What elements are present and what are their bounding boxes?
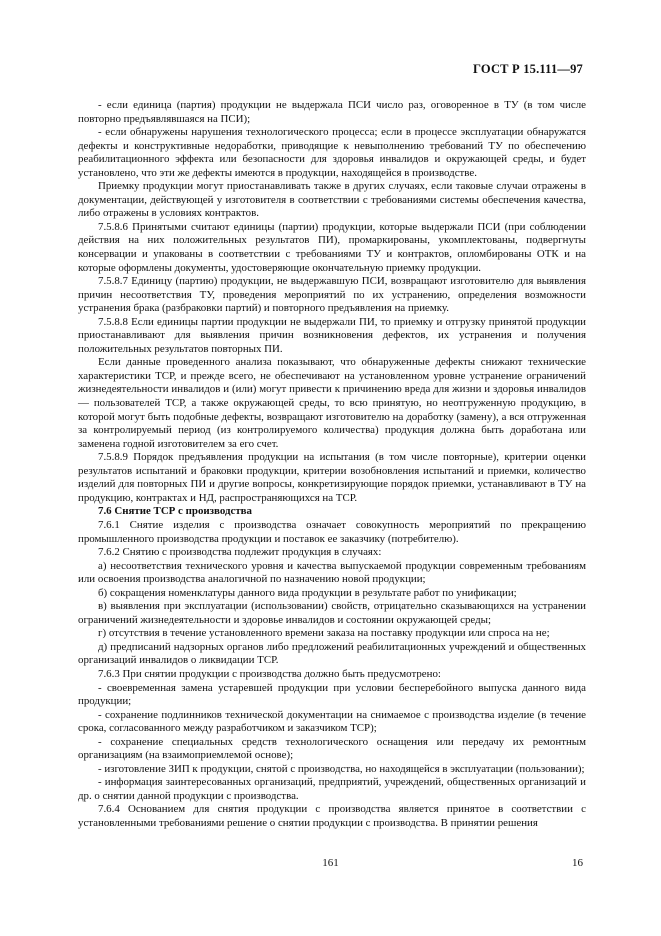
- list-item: д) предписаний надзорных органов либо предложений реабилитационных учреждений и общественных организаций инвалидов о ликвидации ТСР.: [78, 640, 586, 667]
- paragraph: Если данные проведенного анализа показывают, что обнаруженные дефекты снижают технические характеристики ТСР, и прежде всего, не обеспечивают на установленном уровне устранение ограничений жизнедеятельности инвалидов и (или) могут привести к причинению вреда для жизни и здоровья инвалидов — пользователей ТСР, а также окружающей среды, то всю принятую, но неотгруженную продукцию, в которой могут быть подобные дефекты, возвращают изготовителю на доработку (замену), а вся отгруженная за контролируемый период (из контролируемого количества) продукция должна быть доработана или заменена годной изготовителем за его счет.: [78, 356, 586, 450]
- list-item: в) выявления при эксплуатации (использовании) свойств, отрицательно сказывающихся на устранении ограничений жизнедеятельности и здоровье инвалидов и состоянии окружающей среды;: [78, 600, 586, 626]
- list-item: - изготовление ЗИП к продукции, снятой с производства, но находящейся в эксплуатации (пользовании);: [98, 762, 585, 775]
- list-item: - своевременная замена устаревшей продукции при условии бесперебойного выпуска данного вида продукции;: [78, 681, 586, 708]
- standard-code-header: ГОСТ Р 15.111—97: [473, 62, 583, 76]
- paragraph: - если единица (партия) продукции не выдержала ПСИ число раз, оговоренное в ТУ (в том числе повторно предъявлявшаяся на ПСИ);: [78, 99, 586, 125]
- paragraph: Приемку продукции могут приостанавливать также в других случаях, если таковые случаи отражены в документации, действующей у изготовителя в соответствии с требованиями системы обеспечения качества, либо отражены в условиях контрактов.: [78, 180, 586, 220]
- page-number: 161: [322, 857, 339, 869]
- list-item: - сохранение подлинников технической документации на снимаемое с производства изделие (в течение срока, согласованного между разработчиком и заказчиком ТСР);: [78, 708, 586, 735]
- list-item: б) сокращения номенклатуры данного вида продукции в результате работ по унификации;: [98, 586, 517, 599]
- paragraph: 7.5.8.6 Принятыми считают единицы (партии) продукции, которые выдержали ПСИ (при соблюдении действия на них положительных результатов ПИ), промаркированы, укомплектованы, подвергнуты консервации и упакованы в соответствии с требованиями ТУ и контрактов, опломбированы ОТК и на которые оформлены документы, удостоверяющие окончательную приемку продукции.: [78, 220, 586, 274]
- paragraph: 7.5.8.8 Если единицы партии продукции не выдержали ПИ, то приемку и отгрузку принятой продукции приостанавливают для выявления причин возникновения дефектов, их устранения и получения положительных результатов повторных ПИ.: [78, 315, 586, 355]
- section-heading: 7.6 Снятие ТСР с производства: [98, 505, 252, 518]
- paragraph: 7.5.8.9 Порядок предъявления продукции на испытания (в том числе повторные), критерии оценки результатов испытаний и браковки продукции, критерии возобновления испытаний и приемки, количество изделий для повторных ПИ и другие вопросы, конкретизирующие порядок приемки, устанавливают в ТУ на продукцию, контрактах и НД, распространяющихся на ТСР.: [78, 451, 586, 504]
- paragraph: 7.6.4 Основанием для снятия продукции с производства является принятое в соответствии с установленными требованиями решение о снятии продукции с производства. В принятии решения: [78, 803, 586, 829]
- list-item: г) отсутствия в течение установленного времени заказа на поставку продукции или спроса на не;: [98, 627, 550, 640]
- paragraph: 7.5.8.7 Единицу (партию) продукции, не выдержавшую ПСИ, возвращают изготовителю для выявления причин несоответствия ТУ, проведения мероприятий по их устранению, определения возможности устранения брака (разбраковки партий) и повторного предъявления на приемку.: [78, 275, 586, 315]
- paragraph: 7.6.2 Снятию с производства подлежит продукция в случаях:: [98, 546, 382, 559]
- sheet-number: 16: [572, 857, 583, 869]
- list-item: - сохранение специальных средств технологического оснащения или передачу их ремонтным организациям (на взаимоприемлемой основе);: [78, 735, 586, 762]
- list-item: - информация заинтересованных организаций, предприятий, учреждений, общественных организаций и др. о снятии данной продукции с производства.: [78, 776, 586, 802]
- paragraph: 7.6.1 Снятие изделия с производства означает совокупность мероприятий по прекращению промышленного производства продукции и поставок ее заказчику (потребителю).: [78, 518, 586, 545]
- paragraph: 7.6.3 При снятии продукции с производства должно быть предусмотрено:: [98, 667, 441, 680]
- document-body: [78, 99, 586, 831]
- paragraph: - если обнаружены нарушения технологического процесса; если в процессе эксплуатации обнаружатся дефекты и конструктивные недоработки, приводящие к невыполнению требований ТУ по обеспечению реабилитационного эффекта или безопасности для здоровья инвалидов и окружающей среды, и будет установлено, что эти же дефекты имеются в продукции, находящейся в производстве.: [78, 126, 586, 179]
- list-item: а) несоответствия технического уровня и качества выпускаемой продукции современным требованиям или освоения производства аналогичной по назначению новой продукции;: [78, 559, 586, 586]
